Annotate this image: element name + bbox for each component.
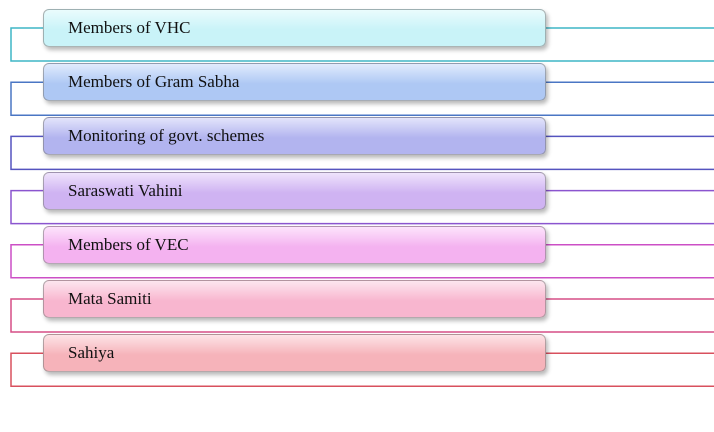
item-box-sahiya [43,334,546,372]
item-box-mata-samiti [43,280,546,318]
item-box-members-of-gram-sabha [43,63,546,101]
item-box-members-of-vec [43,226,546,264]
item-box-saraswati-vahini [43,172,546,210]
item-label: Mata Samiti [68,289,152,308]
item-label: Members of VHC [68,18,191,37]
item-label: Saraswati Vahini [68,180,183,200]
item-label: Sahiya [68,343,115,363]
item-label: Monitoring of govt. schemes [68,126,265,146]
item-label: Members of VEC [68,234,189,254]
item-label: Members of Gram Sabha [68,72,240,92]
item-box-members-of-vhc [43,9,546,47]
item-box-monitoring-of-govt-schemes [43,117,546,155]
